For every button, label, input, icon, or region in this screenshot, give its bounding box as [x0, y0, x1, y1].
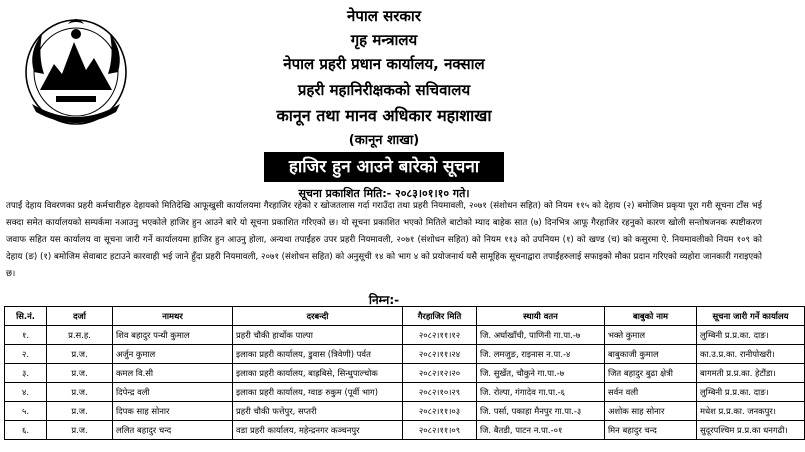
cell-address: जि. सुर्खेत, चौकुने गा.पा.-७	[477, 364, 605, 383]
cell-absent-date: २०८२।१२।२०	[403, 364, 477, 383]
table-row	[5, 383, 805, 402]
cell-serial: ५.	[5, 402, 47, 421]
col-rank: दर्जा	[47, 307, 113, 326]
header-ministry: गृह मन्त्रालय	[350, 31, 418, 49]
table-header-row	[5, 307, 805, 326]
col-name: नामथर	[113, 307, 233, 326]
cell-father-name: सर्वन वली	[605, 383, 697, 402]
cell-absent-date: २०८२।११।१२	[403, 326, 477, 345]
cell-father-name: भक्ते कुमाल	[605, 326, 697, 345]
col-post: दरबन्दी	[233, 307, 403, 326]
table-row	[5, 345, 805, 364]
header-police-hq: नेपाल प्रहरी प्रधान कार्यालय, नक्साल	[283, 55, 485, 73]
col-issuing-office: सूचना जारी गर्ने कार्यालय	[697, 307, 805, 326]
cell-rank: प्र.स.ह.	[47, 326, 113, 345]
col-address: स्थायी वतन	[477, 307, 605, 326]
notice-title: हाजिर हुन आउने बारेको सूचना	[264, 152, 504, 182]
cell-father-name: अशोक साह सोनार	[605, 402, 697, 421]
publication-date: सूचना प्रकाशित मिति:- २०८३।०१।१० गते।	[298, 187, 470, 200]
cell-post: वडा प्रहरी कार्यालय, महेन्द्रनगर कञ्चनपुर	[233, 421, 403, 440]
cell-serial: ३.	[5, 364, 47, 383]
cell-issuing-office: का.उ.प्र.का. रानीपोखरी।	[697, 345, 805, 364]
cell-absent-date: २०८२।११।०३	[403, 402, 477, 421]
cell-serial: ४.	[5, 383, 47, 402]
cell-serial: २.	[5, 345, 47, 364]
cell-address: जि. बैतडी, पाटन न.पा.-०१	[477, 421, 605, 440]
cell-rank: प्र.ज.	[47, 402, 113, 421]
cell-issuing-office: लुम्बिनी प्र.प्र.का. दाङ।	[697, 383, 805, 402]
names-list-title: निम्न:-	[368, 293, 400, 307]
col-serial: सि.नं.	[5, 307, 47, 326]
header-law-division: कानून तथा मानव अधिकार महाशाखा	[276, 106, 492, 125]
cell-absent-date: २०८२।१०।२९	[403, 383, 477, 402]
cell-post: प्रहरी चौकी फत्तेपुर, सप्तरी	[233, 402, 403, 421]
cell-rank: प्र.ज.	[47, 383, 113, 402]
table-row	[5, 364, 805, 383]
cell-name: दिपेन्द्र वली	[113, 383, 233, 402]
cell-name: कमल वि.सी	[113, 364, 233, 383]
cell-serial: १.	[5, 326, 47, 345]
header-law-section: (कानून शाखा)	[348, 133, 420, 148]
cell-address: जि. अर्घाखाँची, पाणिनी गा.पा.-७	[477, 326, 605, 345]
cell-issuing-office: सुदूरपश्चिम प्र.प्र.का धनगढी।	[697, 421, 805, 440]
cell-rank: प्र.ज.	[47, 345, 113, 364]
table-row	[5, 421, 805, 440]
cell-post: इलाका प्रहरी कार्यालय, ग्वाङ रुकुम (पूर्वी भाग)	[233, 383, 403, 402]
table-row	[5, 402, 805, 421]
cell-address: जि. रोल्पा, गंगादेव गा.पा.-६	[477, 383, 605, 402]
cell-absent-date: २०८२।११।०९	[403, 421, 477, 440]
cell-post: प्रहरी चौकी हार्थोक पाल्पा	[233, 326, 403, 345]
cell-issuing-office: मधेश प्र.प्र.का. जनकपुर।	[697, 402, 805, 421]
absentee-table	[4, 306, 805, 440]
cell-father-name: मिन बहादुर चन्द	[605, 421, 697, 440]
cell-serial: ६.	[5, 421, 47, 440]
cell-rank: प्र.ज.	[47, 364, 113, 383]
cell-issuing-office: बागमती प्र.प्र.का. हेटौंडा।	[697, 364, 805, 383]
cell-issuing-office: लुम्बिनी प्र.प्र.का. दाङ।	[697, 326, 805, 345]
cell-address: जि. लमजुङ, राइनास न.पा.-४	[477, 345, 605, 364]
cell-name: शिव बहादुर पन्थी कुमाल	[113, 326, 233, 345]
cell-father-name: बाबुकाजी कुमाल	[605, 345, 697, 364]
cell-name: अर्जुन कुमाल	[113, 345, 233, 364]
cell-address: जि. पर्सा, पकाहा मैनपुर गा.पा.-३	[477, 402, 605, 421]
table-row	[5, 326, 805, 345]
col-father-name: बाबुको नाम	[605, 307, 697, 326]
col-absent-date: गैरहाजिर मिति	[403, 307, 477, 326]
cell-rank: प्र.ज.	[47, 421, 113, 440]
cell-post: इलाका प्रहरी कार्यालय, डुवास (त्रिवेणी) पर्वत	[233, 345, 403, 364]
notice-body: तपाईं देहाय विवरणका प्रहरी कर्मचारीहरु देहायको मितिदेखि आफूखुसी कार्यालयमा गैरहाजिर रहेको र खोजतलास गर्दा गराउँदा तथा प्रहरी नियमावली, २०७१ (संशोधन सहित) को नियम ११५ को देहाय (२) बमोजिम प्रकृया पूरा गरी सूचना टाँस भई सक्दा समेत कार्यालयको सम्पर्कमा नआउनु भएकोले हाजिर हुन आउने बारे यो सूचना प्रकाशित गरिएको छ। यो सूचना प्रकाशित भएको मितिले बाटोको म्याद बाहेक सात (७) दिनभित्र आफू गैरहाजिर रहनुको कारण खोली सन्तोषजनक स्पष्टीकरण जवाफ सहित यस कार्यालय वा सूचना जारी गर्ने कार्यालयमा हाजिर हुन आउनु होला, अन्यथा तपाईंहरु उपर प्रहरी नियमावली, २०७१ (संशोधन सहित) को नियम ११३ को उपनियम (१) को खण्ड (च) को कसुरमा ऐ. नियमावलीको नियम १०९ को देहाय (ङ) (१) बमोजिम सेवाबाट हटाउने कारवाही भई जाने हुँदा प्रहरी नियमावली, २०७१ (संशोधन सहित) को अनुसूची १४ को भाग ४ को प्रयोजनार्थ यसै सामूहिक सूचनाद्वारा तपाईंहरुलाई सफाइको मौका प्रदान गरिएको व्यहोरा जानकारी गराइएको छ।	[6, 201, 762, 279]
cell-post: इलाका प्रहरी कार्यालय, बाह्रबिसे, सिन्धुपाल्चोक	[233, 364, 403, 383]
cell-name: दिपक साह सोनार	[113, 402, 233, 421]
header-igp-secretariat: प्रहरी महानिरीक्षकको सचिवालय	[297, 81, 471, 99]
header-government: नेपाल सरकार	[347, 7, 421, 25]
cell-father-name: जित बहादुर बुढा क्षेत्री	[605, 364, 697, 383]
cell-name: ललित बहादुर चन्द	[113, 421, 233, 440]
cell-absent-date: २०८२।११।२४	[403, 345, 477, 364]
